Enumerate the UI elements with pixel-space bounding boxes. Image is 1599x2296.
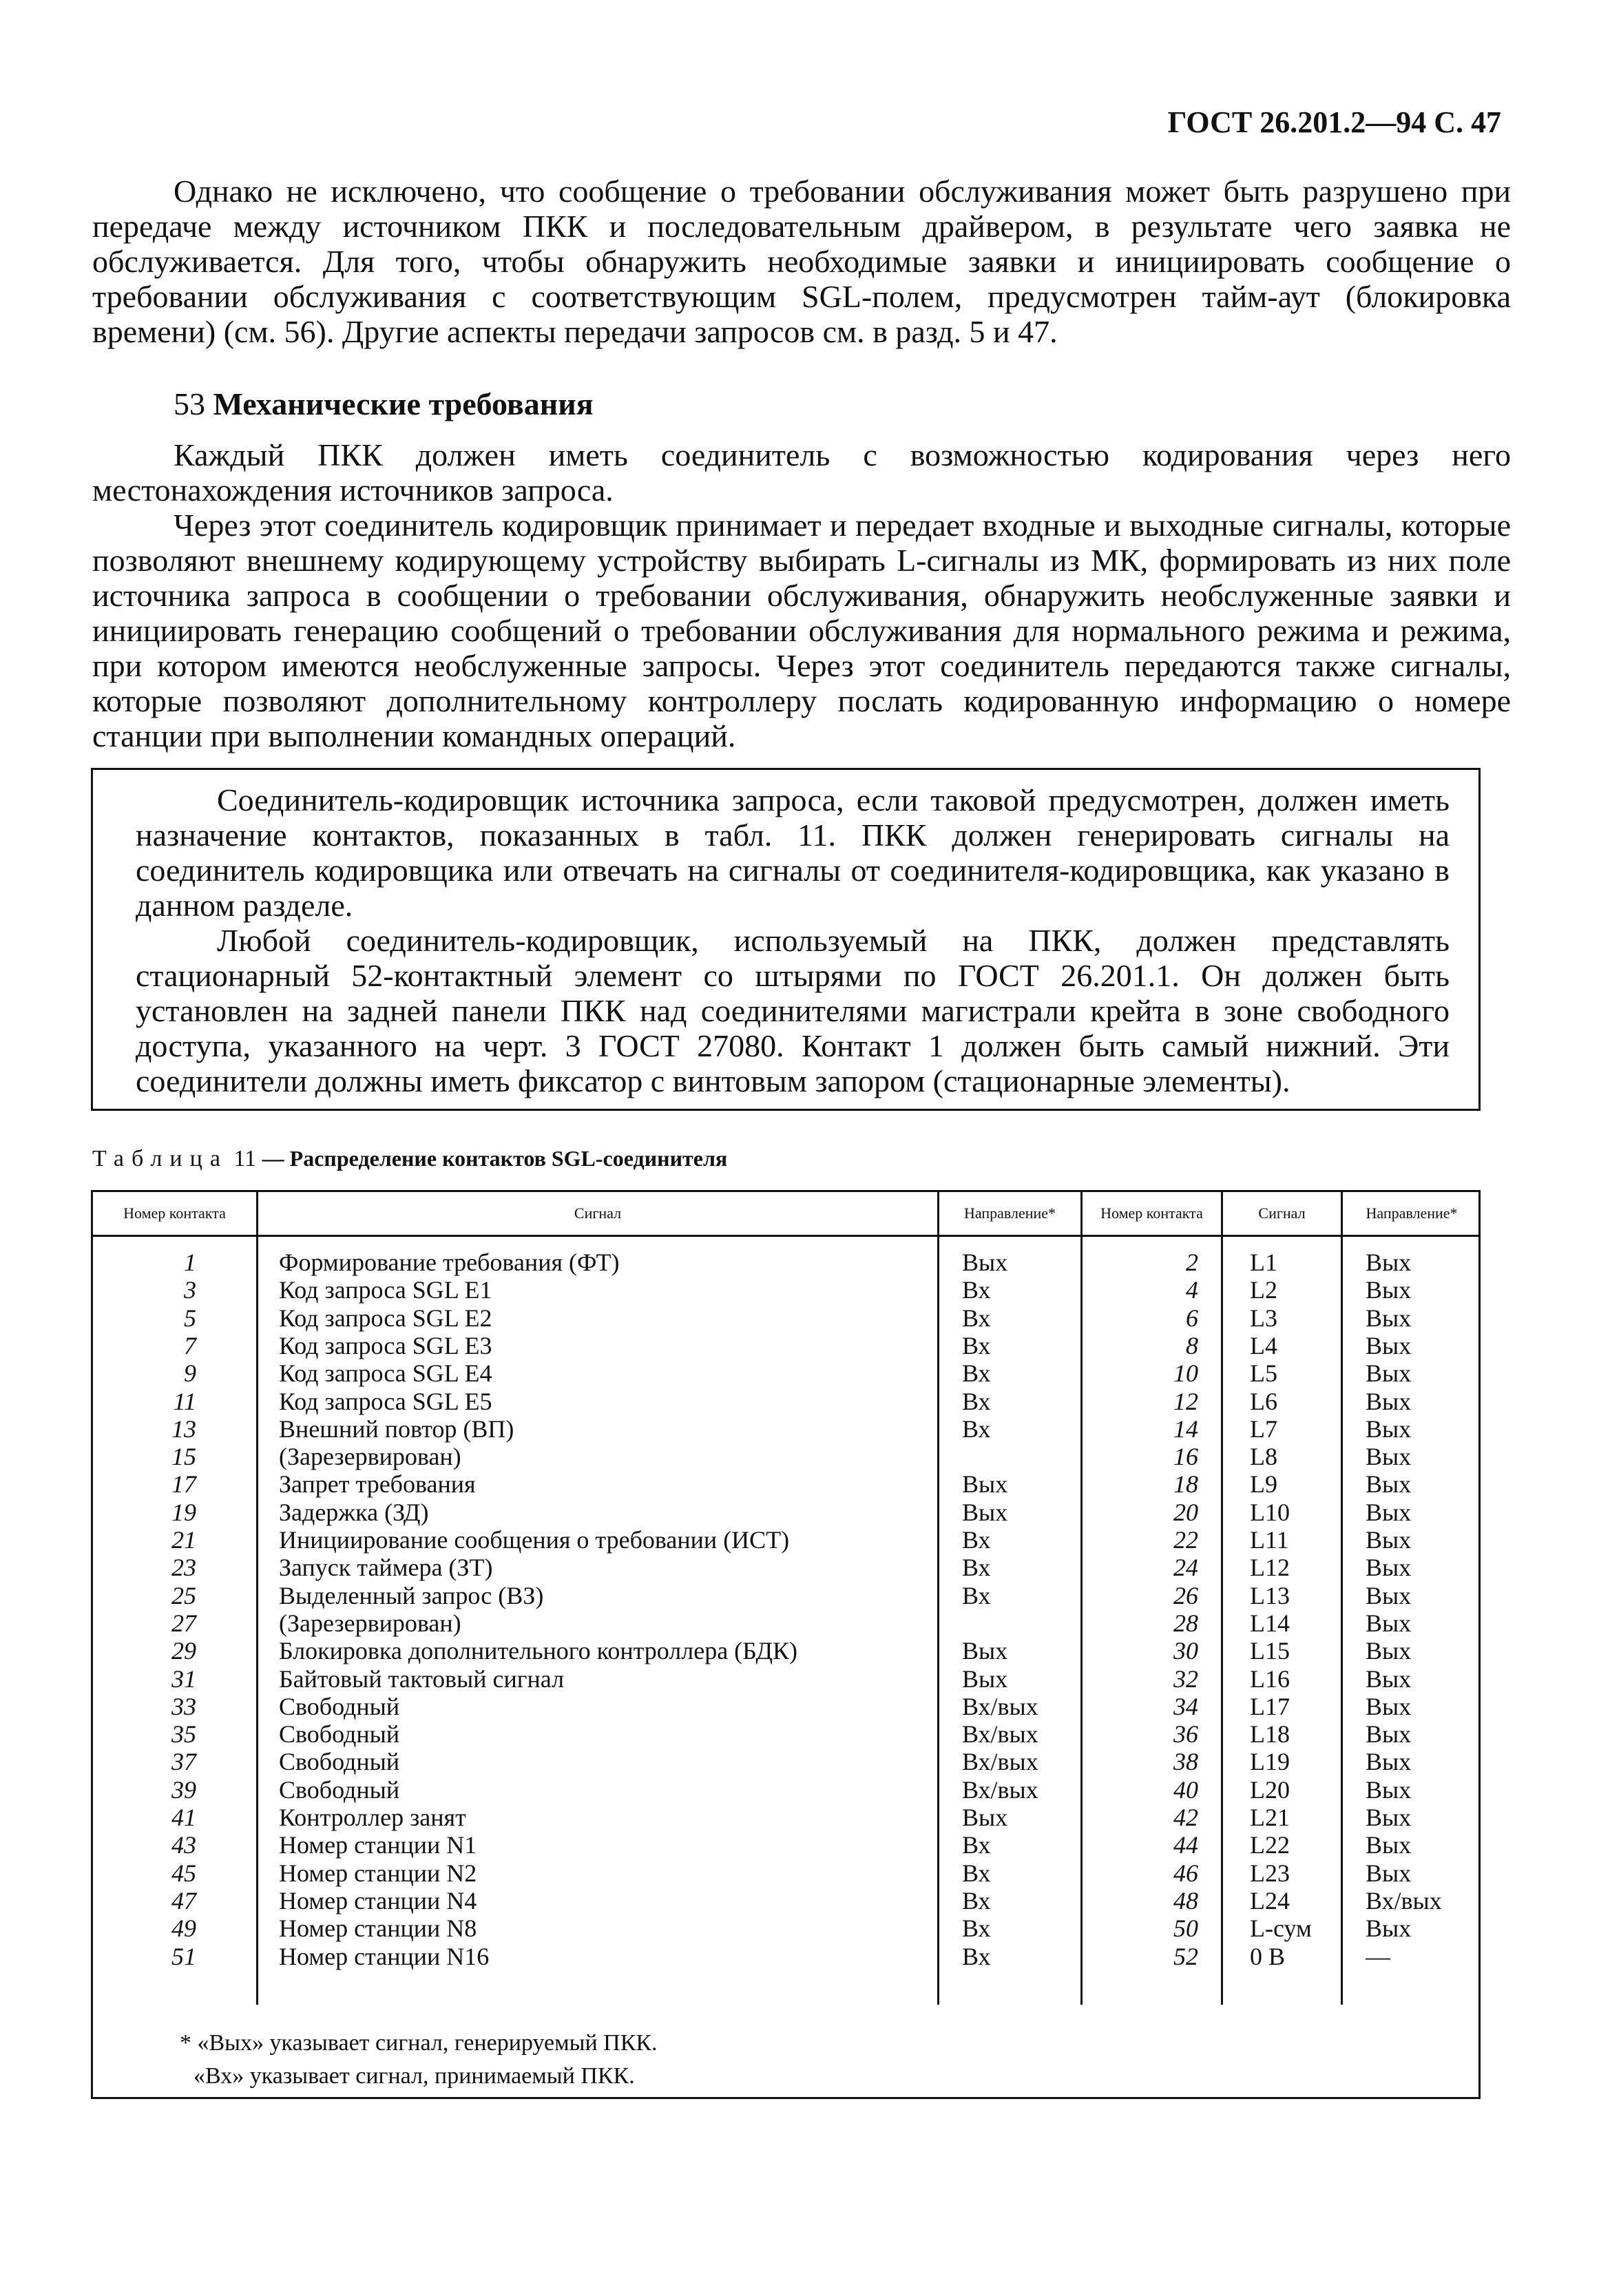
table-footnotes xyxy=(180,2027,658,2093)
paragraph-2: Каждый ПКК должен иметь соединитель с возможностью кодирования через него местонахождения источников запроса. xyxy=(92,437,1511,508)
footnote-2: «Вх» указывает сигнал, принимаемый ПКК. xyxy=(194,2063,635,2089)
cell-signal: L4 xyxy=(1250,1331,1277,1359)
cell-signal: 0 В xyxy=(1250,1942,1286,1970)
cell-contact-number: 51 xyxy=(171,1942,196,1970)
cell-signal: Номер станции N8 xyxy=(279,1914,477,1943)
cell-direction: Вых xyxy=(1366,1443,1412,1471)
cell-signal: Блокировка дополнительного контроллера (БДК) xyxy=(279,1637,798,1665)
cell-signal: Код запроса SGL E5 xyxy=(279,1387,492,1415)
cell-direction: Вх xyxy=(962,1304,991,1332)
cell-direction: Вх xyxy=(962,1554,991,1582)
cell-contact-number: 7 xyxy=(184,1331,196,1359)
cell-contact-number: 32 xyxy=(1173,1664,1198,1693)
table-row xyxy=(93,1554,1478,1581)
cell-signal: L8 xyxy=(1250,1443,1277,1471)
cell-direction: Вх/вых xyxy=(962,1720,1038,1749)
table-row xyxy=(93,1388,1478,1415)
table-row xyxy=(93,1665,1478,1693)
table-caption-title: — Распределение контактов SGL-соединителя xyxy=(262,1146,728,1171)
cell-signal: L14 xyxy=(1250,1609,1290,1637)
cell-signal: L20 xyxy=(1250,1775,1290,1804)
header-signal-1: Сигнал xyxy=(574,1204,622,1222)
section-title: Механические требования xyxy=(213,386,594,421)
cell-signal: Номер станции N1 xyxy=(279,1831,477,1859)
cell-contact-number: 42 xyxy=(1173,1804,1198,1831)
cell-direction: Вых xyxy=(1366,1470,1412,1499)
boxed-paragraph-1: Соединитель-кодировщик источника запроса, если таковой предусмотрен, должен иметь назначение контактов, показанных в табл. 11. ПКК должен генерировать сигналы на соединитель кодировщика или отвечать на сигналы от соединителя-кодировщика, как указано в данном разделе. xyxy=(136,782,1450,923)
cell-direction: Вых xyxy=(1366,1609,1412,1637)
cell-contact-number: 18 xyxy=(1173,1470,1198,1499)
boxed-requirements xyxy=(91,768,1481,1111)
cell-direction: Вх xyxy=(962,1526,991,1554)
cell-contact-number: 47 xyxy=(171,1886,196,1914)
table-row xyxy=(93,1443,1478,1470)
cell-signal: Свободный xyxy=(279,1720,400,1749)
cell-contact-number: 38 xyxy=(1173,1748,1198,1776)
cell-contact-number: 20 xyxy=(1173,1498,1198,1526)
cell-direction: Вх/вых xyxy=(1366,1886,1442,1914)
cell-contact-number: 22 xyxy=(1173,1526,1198,1554)
cell-direction: Вых xyxy=(962,1804,1008,1831)
header-signal-2: Сигнал xyxy=(1258,1204,1306,1222)
cell-signal: Свободный xyxy=(279,1692,400,1720)
cell-direction: Вых xyxy=(1366,1664,1412,1693)
cell-contact-number: 29 xyxy=(171,1637,196,1665)
cell-direction: Вых xyxy=(1366,1359,1412,1388)
cell-signal: Формирование требования (ФТ) xyxy=(279,1249,620,1276)
cell-signal: L5 xyxy=(1250,1359,1277,1388)
cell-direction: Вх xyxy=(962,1581,991,1609)
cell-signal: L6 xyxy=(1250,1387,1277,1415)
cell-direction: Вх xyxy=(962,1359,991,1388)
cell-signal: L7 xyxy=(1250,1415,1277,1443)
cell-signal: (Зарезервирован) xyxy=(279,1443,461,1471)
cell-signal: Байтовый тактовый сигнал xyxy=(279,1664,565,1693)
cell-contact-number: 45 xyxy=(171,1859,196,1887)
cell-signal: L13 xyxy=(1250,1581,1290,1609)
table-caption xyxy=(92,1146,727,1172)
cell-contact-number: 48 xyxy=(1173,1886,1198,1914)
table-row xyxy=(93,1609,1478,1637)
cell-direction: Вых xyxy=(1366,1748,1412,1776)
cell-direction: Вых xyxy=(1366,1415,1412,1443)
cell-direction: Вых xyxy=(1366,1775,1412,1804)
cell-signal: Запрет требования xyxy=(279,1470,476,1499)
cell-direction: Вых xyxy=(1366,1249,1412,1276)
cell-direction: Вых xyxy=(1366,1498,1412,1526)
table-row xyxy=(93,1499,1478,1526)
cell-direction: Вх/вых xyxy=(962,1748,1038,1776)
cell-contact-number: 36 xyxy=(1173,1720,1198,1749)
table-row xyxy=(93,1693,1478,1720)
cell-signal: Код запроса SGL E2 xyxy=(279,1304,492,1332)
cell-contact-number: 4 xyxy=(1186,1276,1198,1304)
cell-direction: Вх/вых xyxy=(962,1775,1038,1804)
cell-contact-number: 1 xyxy=(184,1249,196,1276)
cell-signal: Инициирование сообщения о требовании (ИСТ) xyxy=(279,1526,790,1554)
cell-signal: L18 xyxy=(1250,1720,1290,1749)
cell-direction: Вых xyxy=(1366,1276,1412,1304)
cell-contact-number: 6 xyxy=(1186,1304,1198,1332)
cell-contact-number: 10 xyxy=(1173,1359,1198,1388)
table-row xyxy=(93,1914,1478,1942)
cell-signal: Свободный xyxy=(279,1775,400,1804)
cell-direction: Вх xyxy=(962,1831,991,1859)
table-row xyxy=(93,1720,1478,1748)
cell-contact-number: 9 xyxy=(184,1359,196,1388)
cell-direction: Вых xyxy=(962,1249,1008,1276)
table-row xyxy=(93,1831,1478,1859)
table-row xyxy=(93,1582,1478,1609)
cell-signal: Внешний повтор (ВП) xyxy=(279,1415,514,1443)
cell-direction: Вх xyxy=(962,1942,991,1970)
cell-direction: Вх xyxy=(962,1387,991,1415)
cell-contact-number: 8 xyxy=(1186,1331,1198,1359)
cell-direction: Вх xyxy=(962,1415,991,1443)
cell-direction: Вх xyxy=(962,1859,991,1887)
cell-contact-number: 23 xyxy=(171,1554,196,1582)
cell-contact-number: 14 xyxy=(1173,1415,1198,1443)
cell-contact-number: 2 xyxy=(1186,1249,1198,1276)
cell-signal: Запуск таймера (ЗТ) xyxy=(279,1554,493,1582)
cell-signal: L24 xyxy=(1250,1886,1290,1914)
cell-contact-number: 13 xyxy=(171,1415,196,1443)
cell-direction: Вых xyxy=(962,1637,1008,1665)
cell-signal: Код запроса SGL E1 xyxy=(279,1276,492,1304)
cell-signal: L-сум xyxy=(1250,1914,1312,1943)
cell-contact-number: 40 xyxy=(1173,1775,1198,1804)
contact-table xyxy=(91,1190,1481,2099)
cell-signal: L1 xyxy=(1250,1249,1277,1276)
cell-contact-number: 52 xyxy=(1173,1942,1198,1970)
cell-contact-number: 34 xyxy=(1173,1692,1198,1720)
cell-signal: Код запроса SGL E3 xyxy=(279,1331,492,1359)
cell-direction: Вх xyxy=(962,1914,991,1943)
table-row xyxy=(93,1943,1478,1970)
table-row xyxy=(93,1526,1478,1554)
page-header: ГОСТ 26.201.2—94 С. 47 xyxy=(1167,105,1501,139)
cell-contact-number: 16 xyxy=(1173,1443,1198,1471)
table-row xyxy=(93,1637,1478,1664)
cell-direction: Вх xyxy=(962,1331,991,1359)
cell-signal: L9 xyxy=(1250,1470,1277,1499)
cell-direction: Вых xyxy=(1366,1304,1412,1332)
cell-signal: Номер станции N4 xyxy=(279,1886,477,1914)
cell-contact-number: 11 xyxy=(173,1387,196,1415)
cell-contact-number: 5 xyxy=(184,1304,196,1332)
cell-direction: Вых xyxy=(1366,1581,1412,1609)
cell-direction: Вых xyxy=(1366,1387,1412,1415)
cell-direction: Вх xyxy=(962,1886,991,1914)
table-row xyxy=(93,1249,1478,1276)
table-row xyxy=(93,1276,1478,1304)
table-row xyxy=(93,1859,1478,1887)
cell-direction: Вых xyxy=(962,1664,1008,1693)
section-heading xyxy=(174,386,594,422)
cell-signal: Задержка (ЗД) xyxy=(279,1498,429,1526)
table-row xyxy=(93,1415,1478,1443)
table-caption-label: Таблица xyxy=(92,1146,228,1171)
table-row xyxy=(93,1304,1478,1332)
cell-direction: Вх/вых xyxy=(962,1692,1038,1720)
cell-contact-number: 49 xyxy=(171,1914,196,1943)
cell-signal: Выделенный запрос (ВЗ) xyxy=(279,1581,544,1609)
cell-contact-number: 37 xyxy=(171,1748,196,1776)
cell-direction: Вых xyxy=(1366,1720,1412,1749)
paragraph-1: Однако не исключено, что сообщение о требовании обслуживания может быть разрушено при передаче между источником ПКК и последовательным драйвером, в результате чего заявка не обслуживается. Для того, чтобы обнаружить необходимые заявки и инициировать сообщение о требовании обслуживания с соответствующим SGL-полем, предусмотрен тайм-аут (блокировка времени) (см. 56). Другие аспекты передачи запросов см. в разд. 5 и 47. xyxy=(92,174,1511,349)
cell-signal: L21 xyxy=(1250,1804,1290,1831)
cell-contact-number: 30 xyxy=(1173,1637,1198,1665)
cell-contact-number: 12 xyxy=(1173,1387,1198,1415)
cell-direction: Вых xyxy=(1366,1804,1412,1831)
header-direction-2: Направление* xyxy=(1366,1204,1458,1222)
header-direction-1: Направление* xyxy=(963,1204,1056,1222)
cell-contact-number: 50 xyxy=(1173,1914,1198,1943)
cell-signal: Код запроса SGL E4 xyxy=(279,1359,492,1388)
cell-direction: Вых xyxy=(962,1470,1008,1499)
cell-signal: L19 xyxy=(1250,1748,1290,1776)
table-header-row xyxy=(93,1192,1478,1237)
paragraph-3: Через этот соединитель кодировщик принимает и передает входные и выходные сигналы, которые позволяют внешнему кодирующему устройству выбирать L-сигналы из МК, формировать из них поле источника запроса в сообщении о требовании обслуживания, обнаружить необслуженные заявки и инициировать генерацию сообщений о требовании обслуживания для нормального режима и режима, при котором имеются необслуженные запросы. Через этот соединитель передаются также сигналы, которые позволяют дополнительному контроллеру послать кодированную информацию о номере станции при выполнении командных операций. xyxy=(92,508,1511,753)
cell-signal: L15 xyxy=(1250,1637,1290,1665)
cell-direction: Вых xyxy=(1366,1859,1412,1887)
cell-direction: Вых xyxy=(1366,1554,1412,1582)
cell-contact-number: 41 xyxy=(171,1804,196,1831)
cell-contact-number: 35 xyxy=(171,1720,196,1749)
section-number: 53 xyxy=(174,386,205,421)
cell-contact-number: 46 xyxy=(1173,1859,1198,1887)
cell-direction: Вх xyxy=(962,1276,991,1304)
cell-signal: (Зарезервирован) xyxy=(279,1609,461,1637)
table-row xyxy=(93,1359,1478,1387)
cell-contact-number: 28 xyxy=(1173,1609,1198,1637)
header-contact-number-1: Номер контакта xyxy=(123,1204,226,1222)
cell-signal: Контроллер занят xyxy=(279,1804,466,1831)
cell-contact-number: 26 xyxy=(1173,1581,1198,1609)
cell-contact-number: 31 xyxy=(171,1664,196,1693)
cell-direction: Вых xyxy=(1366,1692,1412,1720)
cell-direction: Вых xyxy=(1366,1331,1412,1359)
boxed-paragraph-2: Любой соединитель-кодировщик, используемый на ПКК, должен представлять стационарный 52-контактный элемент со штырями по ГОСТ 26.201.1. Он должен быть установлен на задней панели ПКК над соединителями магистрали крейта в зоне свободного доступа, указанного на черт. 3 ГОСТ 27080. Контакт 1 должен быть самый нижний. Эти соединители должны иметь фиксатор с винтовым запором (стационарные элементы). xyxy=(136,923,1450,1098)
table-row xyxy=(93,1332,1478,1359)
cell-contact-number: 33 xyxy=(171,1692,196,1720)
table-row xyxy=(93,1887,1478,1914)
cell-contact-number: 25 xyxy=(171,1581,196,1609)
table-row xyxy=(93,1470,1478,1498)
cell-direction: — xyxy=(1366,1942,1390,1970)
cell-signal: L23 xyxy=(1250,1859,1290,1887)
cell-signal: L2 xyxy=(1250,1276,1277,1304)
table-caption-number: 11 xyxy=(233,1146,257,1171)
table-row xyxy=(93,1804,1478,1831)
cell-direction: Вых xyxy=(1366,1831,1412,1859)
cell-direction: Вых xyxy=(962,1498,1008,1526)
footnote-1: * «Вых» указывает сигнал, генерируемый ПКК. xyxy=(180,2030,658,2056)
cell-contact-number: 19 xyxy=(171,1498,196,1526)
cell-signal: L11 xyxy=(1250,1526,1289,1554)
cell-contact-number: 24 xyxy=(1173,1554,1198,1582)
cell-direction: Вых xyxy=(1366,1637,1412,1665)
cell-contact-number: 43 xyxy=(171,1831,196,1859)
cell-signal: Свободный xyxy=(279,1748,400,1776)
cell-signal: L3 xyxy=(1250,1304,1277,1332)
cell-contact-number: 17 xyxy=(171,1470,196,1499)
cell-direction: Вых xyxy=(1366,1914,1412,1943)
cell-signal: L22 xyxy=(1250,1831,1290,1859)
cell-signal: Номер станции N16 xyxy=(279,1942,490,1970)
cell-direction: Вых xyxy=(1366,1526,1412,1554)
table-row xyxy=(93,1748,1478,1775)
header-contact-number-2: Номер контакта xyxy=(1100,1204,1203,1222)
cell-contact-number: 44 xyxy=(1173,1831,1198,1859)
cell-signal: L10 xyxy=(1250,1498,1290,1526)
cell-contact-number: 15 xyxy=(171,1443,196,1471)
cell-contact-number: 3 xyxy=(184,1276,196,1304)
cell-contact-number: 21 xyxy=(171,1526,196,1554)
cell-signal: L12 xyxy=(1250,1554,1290,1582)
cell-contact-number: 39 xyxy=(171,1775,196,1804)
cell-signal: L16 xyxy=(1250,1664,1290,1693)
cell-contact-number: 27 xyxy=(171,1609,196,1637)
cell-signal: L17 xyxy=(1250,1692,1290,1720)
cell-signal: Номер станции N2 xyxy=(279,1859,477,1887)
table-row xyxy=(93,1776,1478,1804)
